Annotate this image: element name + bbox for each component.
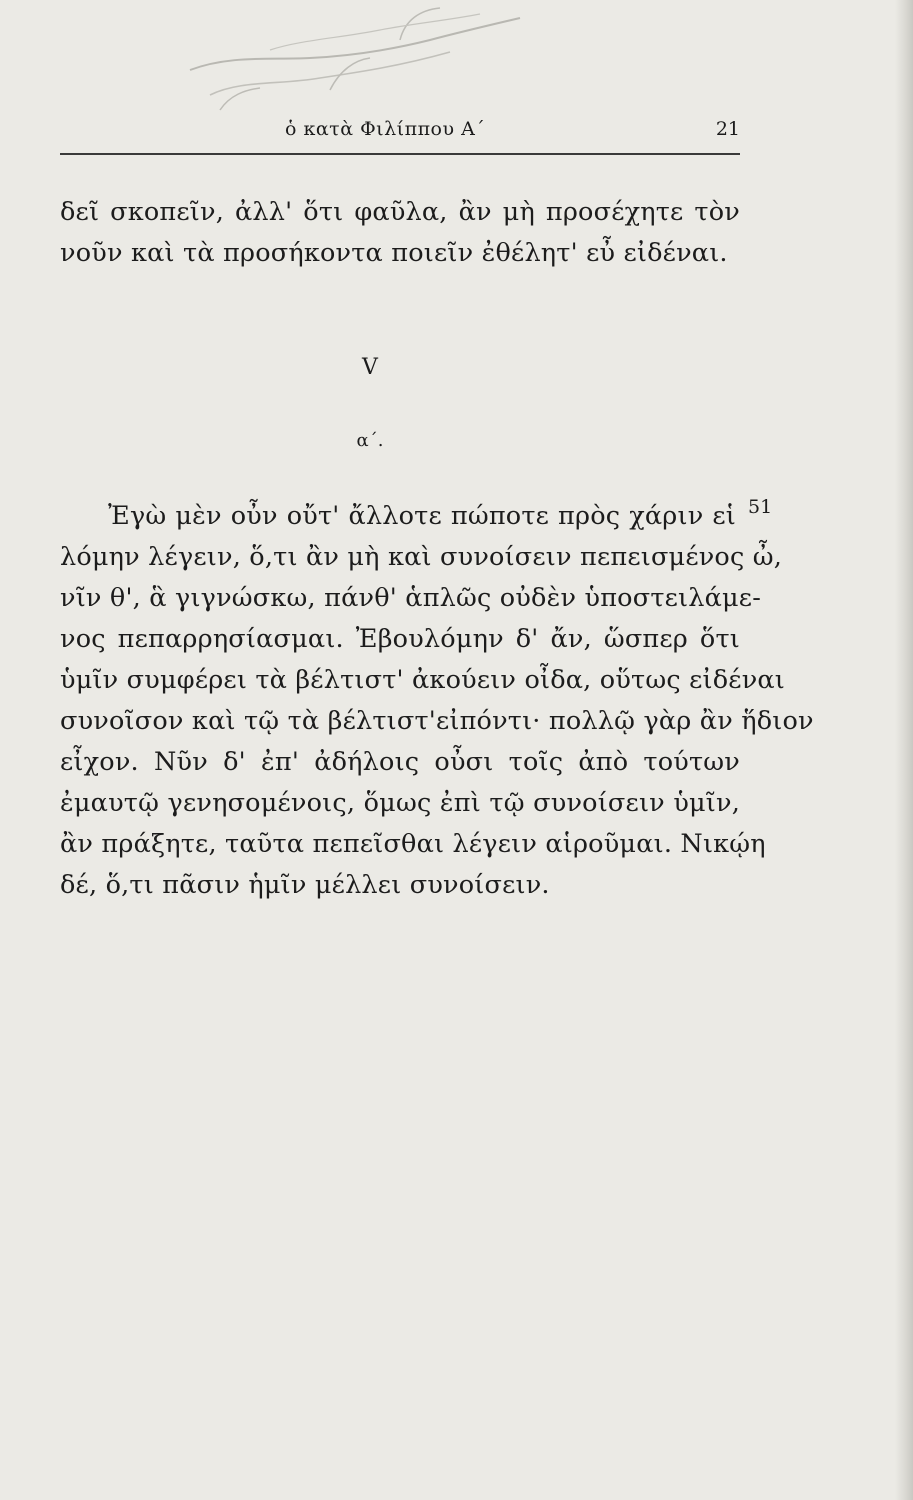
section-number: V xyxy=(362,355,378,380)
paragraph-line: νῖν θ', ἃ γιγνώσκω, πάνθ' ἁπλῶς οὐδὲν ὑποστειλάμε- xyxy=(60,583,762,613)
paragraph-line: συνοῖσον καὶ τῷ τὰ βέλτιστ'εἰπόντι· πολλῷ γὰρ ἂν ἥδιον xyxy=(60,706,814,736)
running-head xyxy=(60,118,740,148)
running-title: ὁ κατὰ Φιλίππου Α΄ xyxy=(285,118,486,140)
paragraph-line: δέ, ὅ,τι πᾶσιν ἡμῖν μέλλει συνοίσειν. xyxy=(60,870,550,900)
margin-section-number: 51 xyxy=(748,496,773,518)
paragraph-line: λόμην λέγειν, ὅ,τι ἂν μὴ καὶ συνοίσειν πεπεισμένος ὦ, xyxy=(60,542,783,572)
text-line: νοῦν καὶ τὰ προσήκοντα ποιεῖν ἐθέλητ' εὖ εἰδέναι. xyxy=(60,238,728,268)
paragraph-line: νος πεπαρρησίασμαι. Ἐβουλόμην δ' ἄν, ὥσπερ ὅτι xyxy=(60,624,740,654)
page-number: 21 xyxy=(715,118,740,140)
paragraph-line: ὑμῖν συμφέρει τὰ βέλτιστ' ἀκούειν οἶδα, οὕτως εἰδέναι xyxy=(60,665,786,695)
page-edge-shadow xyxy=(895,0,913,1500)
text-line: δεῖ σκοπεῖν, ἀλλ' ὅτι φαῦλα, ἂν μὴ προσέχητε τὸν xyxy=(60,197,740,227)
paragraph-line: Ἐγὼ μὲν οὖν οὔτ' ἄλλοτε πώποτε πρὸς χάριν εἱ xyxy=(108,501,736,531)
header-rule xyxy=(60,153,740,155)
subsection-number: α΄. xyxy=(356,430,384,451)
paragraph-line: εἶχον. Νῦν δ' ἐπ' ἀδήλοις οὖσι τοῖς ἀπὸ τούτων xyxy=(60,747,740,777)
paragraph-line: ἂν πράξητε, ταῦτα πεπεῖσθαι λέγειν αἱροῦμαι. Νικῴη xyxy=(60,829,766,859)
paragraph-line: ἐμαυτῷ γενησομένοις, ὅμως ἐπὶ τῷ συνοίσειν ὑμῖν, xyxy=(60,788,740,818)
